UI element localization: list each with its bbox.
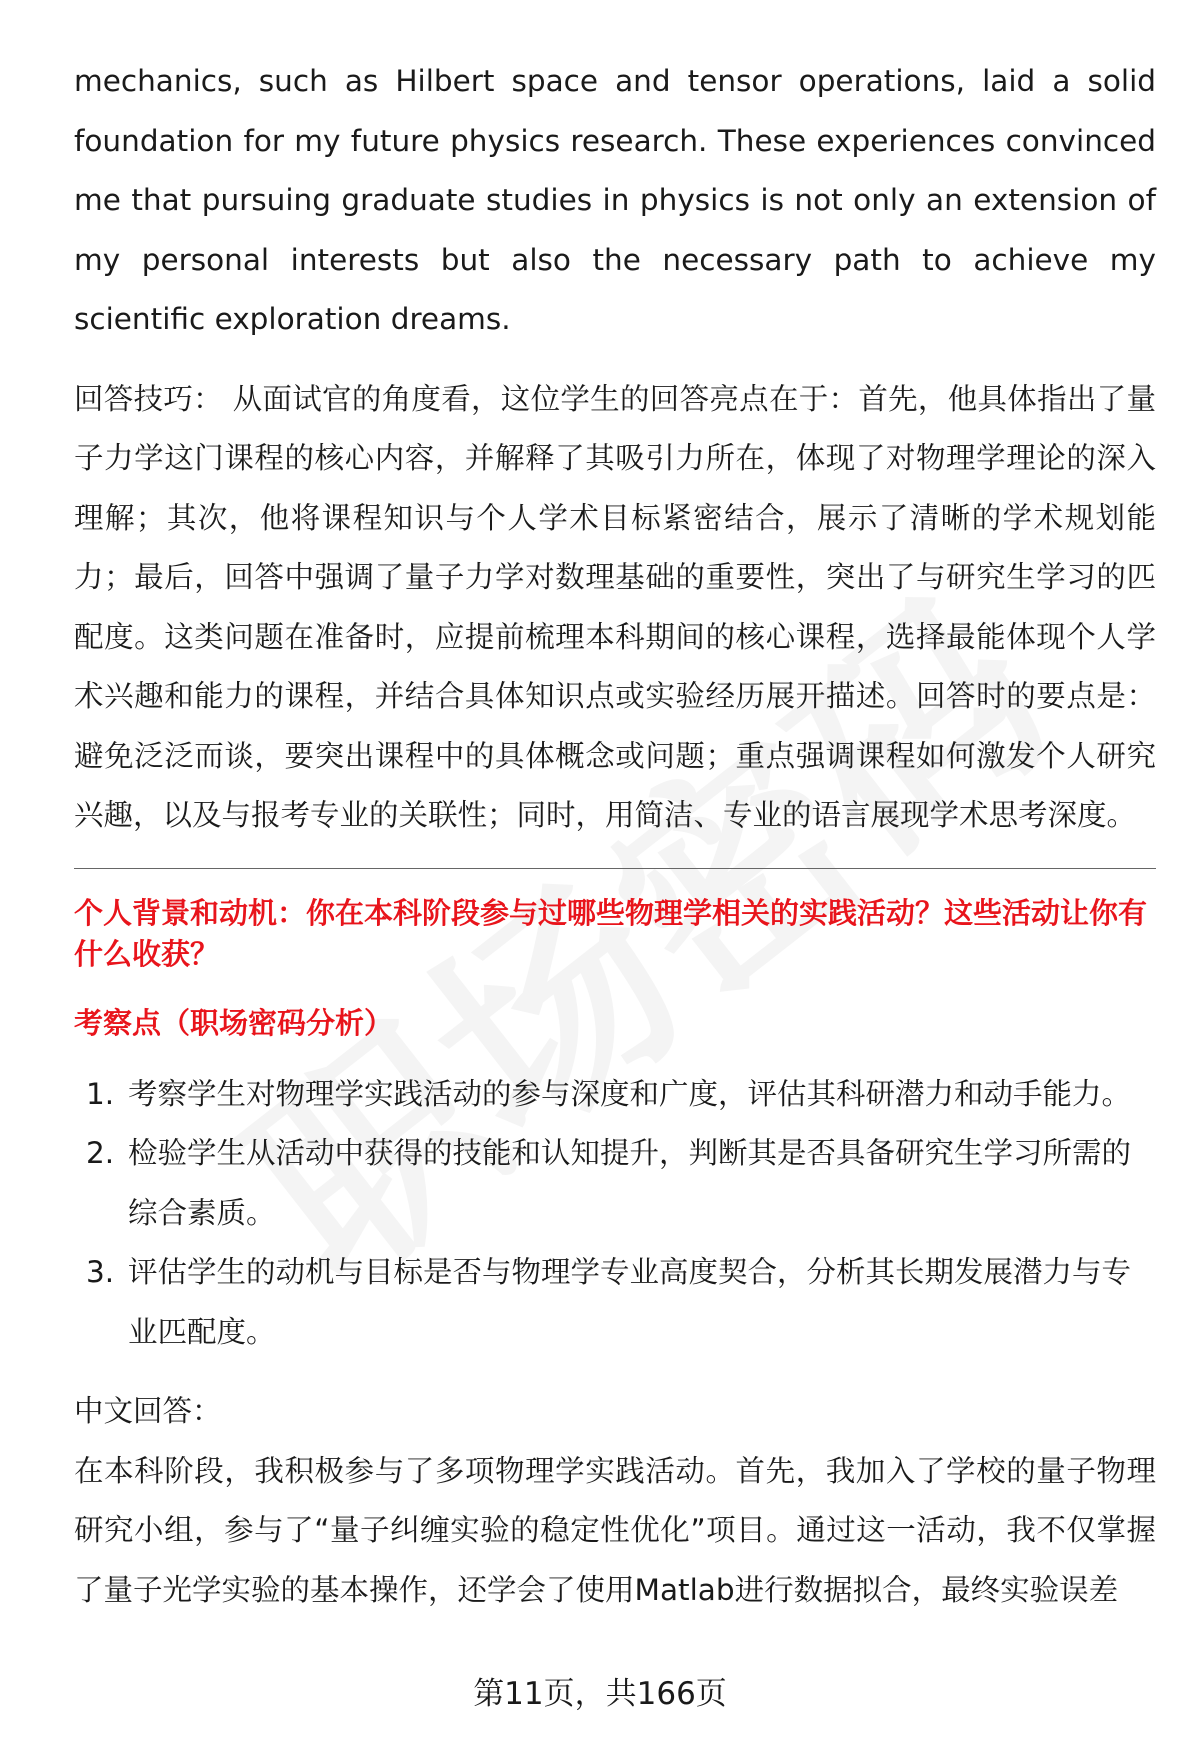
tips-paragraph: 回答技巧： 从面试官的角度看，这位学生的回答亮点在于：首先，他具体指出了量子力学这门课程的核心内容，并解释了其吸引力所在，体现了对物理学理论的深入理解；其次，他将课程知识与个人学术目标紧密结合，展示了清晰的学术规划能力；最后，回答中强调了量子力学对数理基础的重要性，突出了与研究生学习的匹配度。这类问题在准备时，应提前梳理本科期间的核心课程，选择最能体现个人学术兴趣和能力的课程，并结合具体知识点或实验经历展开描述。回答时的要点是：避免泛泛而谈，要突出课程中的具体概念或问题；重点强调课程如何激发个人研究兴趣，以及与报考专业的关联性；同时，用简洁、专业的语言展现学术思考深度。 [74, 381, 1156, 832]
page-footer: 第11页，共166页 [473, 1676, 727, 1712]
list-item-text: 评估学生的动机与目标是否与物理学专业高度契合，分析其长期发展潜力与专业匹配度。 [128, 1255, 1132, 1349]
answer-label: 中文回答： [74, 1394, 222, 1428]
document-page [74, 52, 1156, 1620]
assessment-list [74, 1065, 1156, 1363]
section-divider [74, 868, 1156, 869]
list-number: 1. [86, 1076, 115, 1111]
list-item-text: 考察学生对物理学实践活动的参与深度和广度，评估其科研潜力和动手能力。 [128, 1076, 1132, 1111]
answer-paragraph: 在本科阶段，我积极参与了多项物理学实践活动。首先，我加入了学校的量子物理研究小组，参与了“量子纠缠实验的稳定性优化”项目。通过这一活动，我不仅掌握了量子光学实验的基本操作，还学会了使用Matlab进行数据拟合，最终实验误差 [74, 1453, 1156, 1607]
list-number: 3. [86, 1255, 115, 1289]
list-number: 2. [86, 1136, 115, 1170]
assessment-heading: 考察点（职场密码分析） [74, 1005, 394, 1040]
question-heading: 个人背景和动机：你在本科阶段参与过哪些物理学相关的实践活动？这些活动让你有什么收获？ [74, 895, 1148, 971]
list-item [74, 1243, 1156, 1362]
intro-paragraph: mechanics, such as Hilbert space and tensor operations, laid a solid foundation for my future physics research. These experiences convinced me that pursuing graduate studies in physics is not only an extension of my personal interests but also the necessary path to achieve my scientific exploration dreams. [74, 64, 1156, 336]
list-item [74, 1124, 1156, 1243]
list-item-text: 检验学生从活动中获得的技能和认知提升，判断其是否具备研究生学习所需的综合素质。 [128, 1136, 1132, 1230]
list-item [74, 1065, 1156, 1125]
